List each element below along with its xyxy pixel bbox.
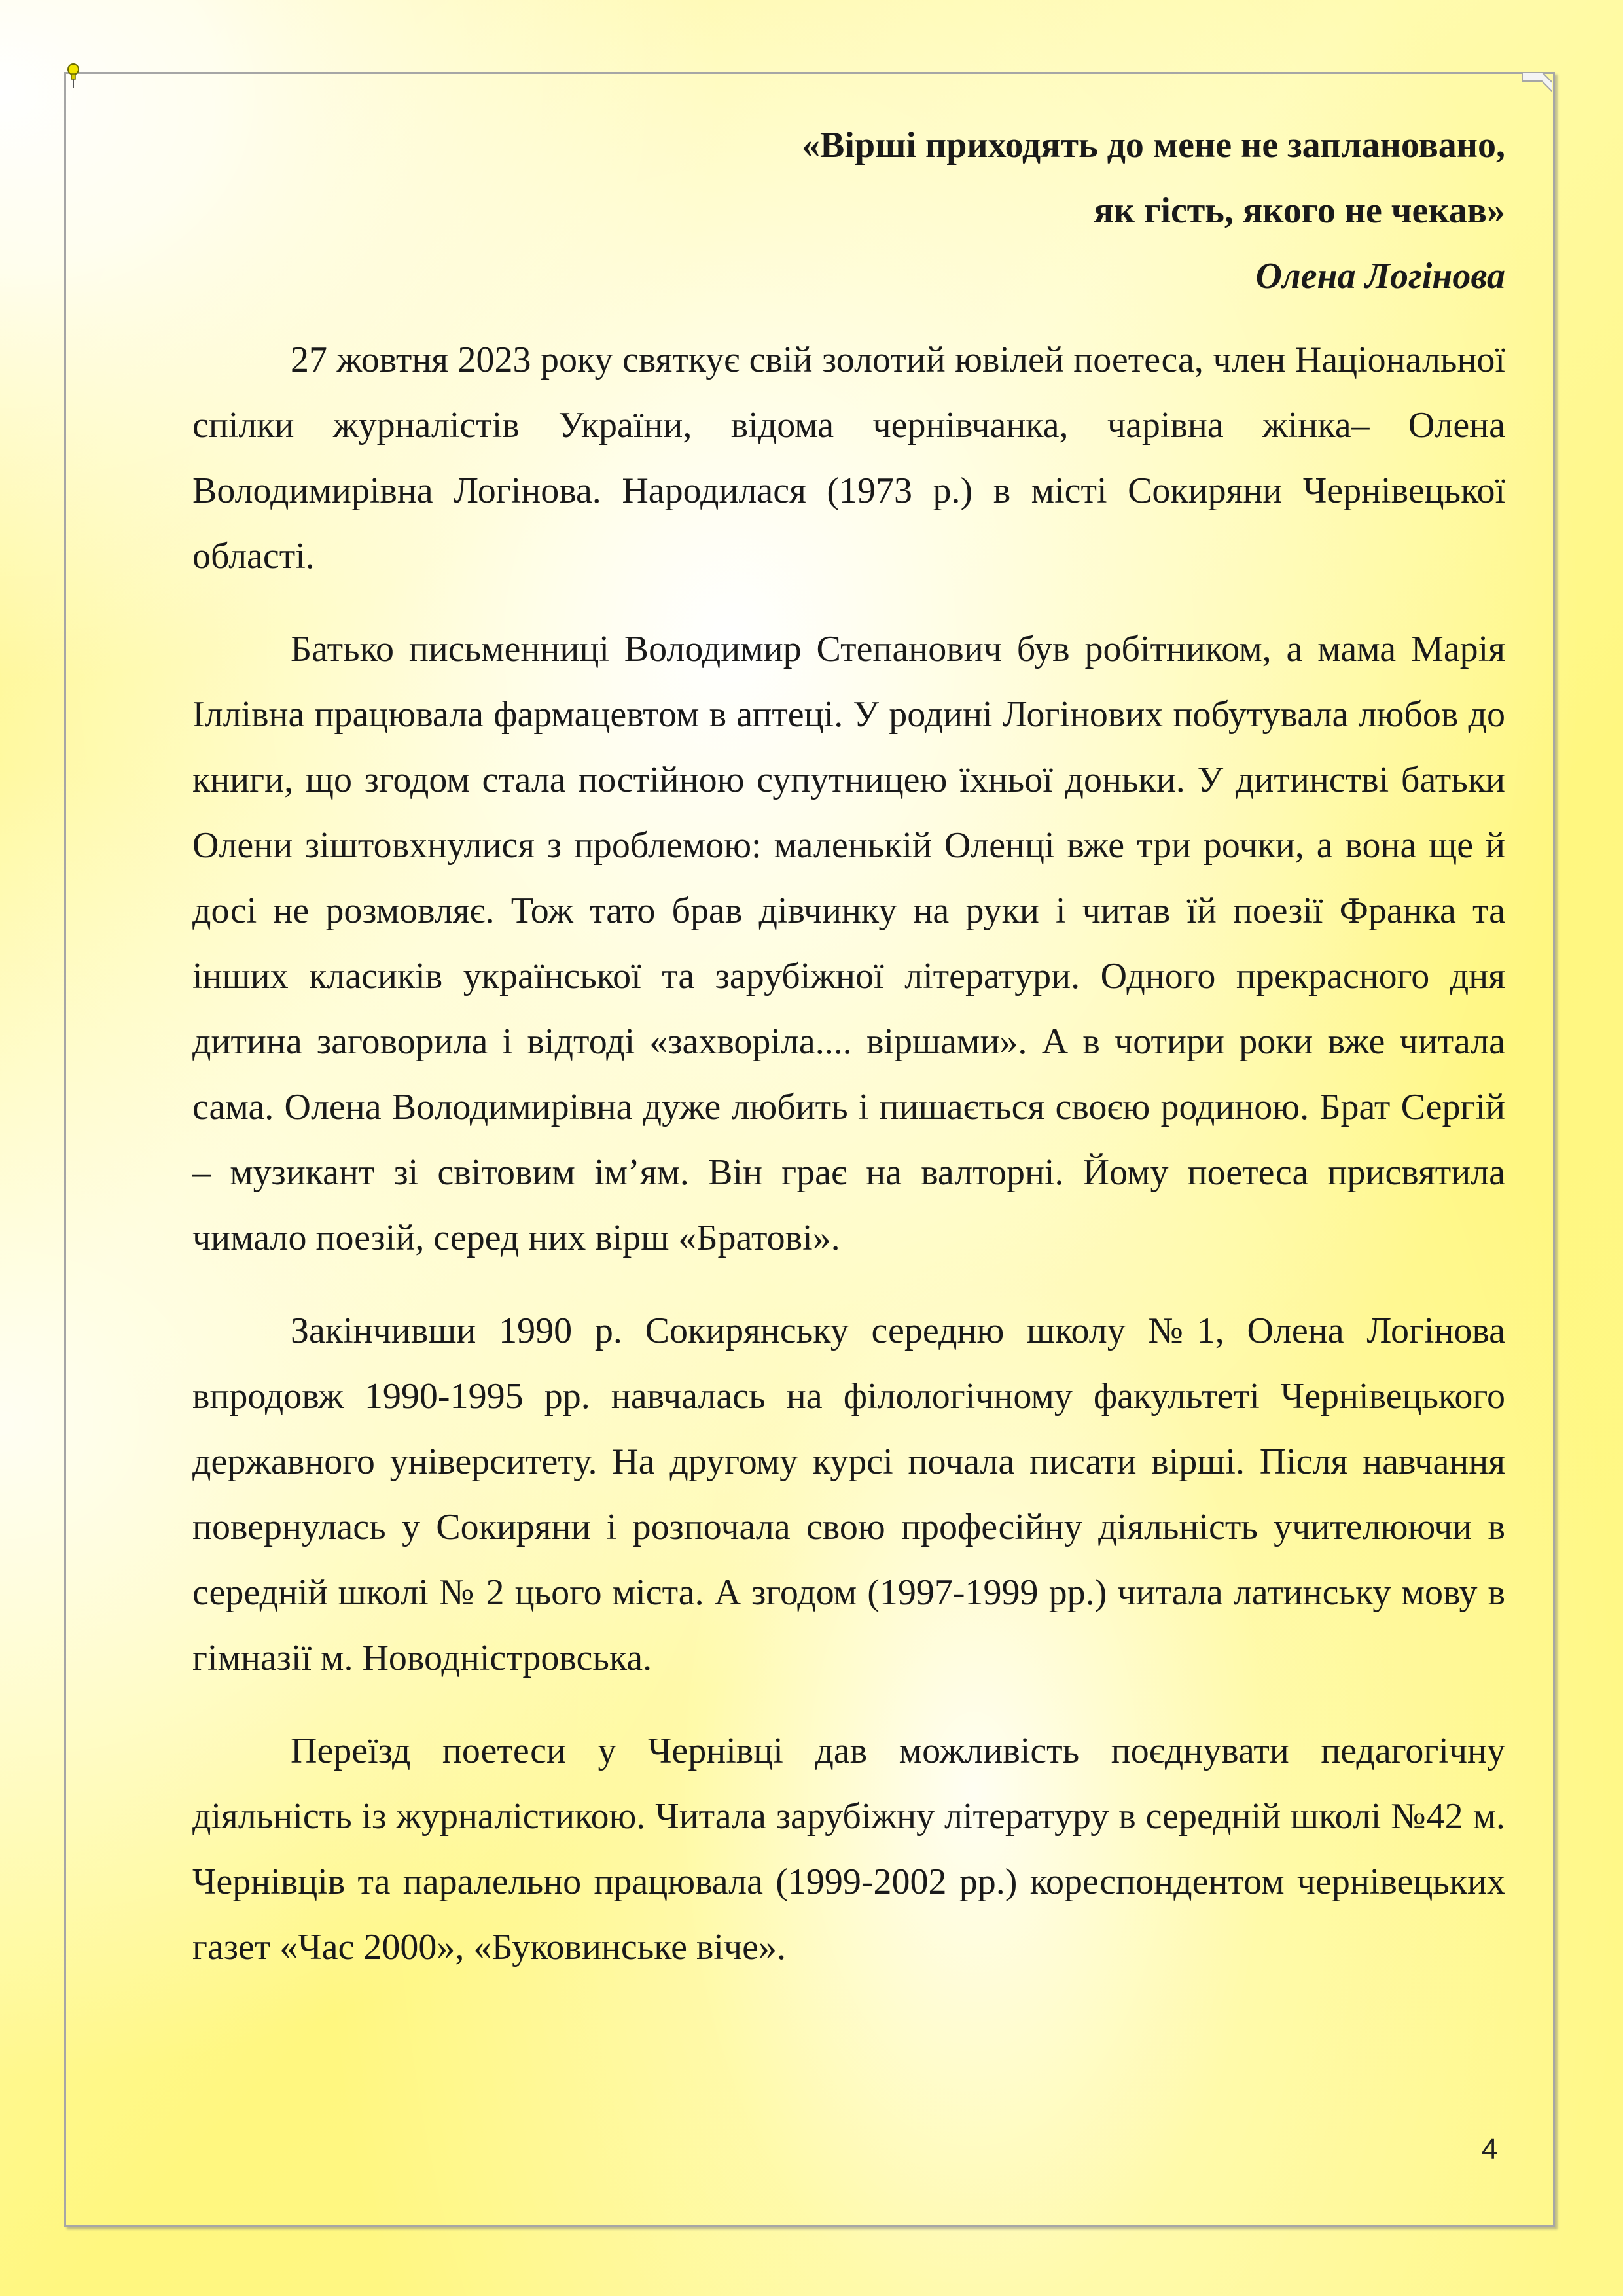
epigraph-line: «Вірші приходять до мене не заплановано, (802, 125, 1505, 166)
epigraph (192, 113, 1505, 309)
epigraph-line: як гість, якого не чекав» (1094, 190, 1505, 231)
page-fold-corner (1522, 72, 1552, 92)
epigraph-author: Олена Логінова (1255, 256, 1505, 296)
paragraph: Батько письменниці Володимир Степанович був робітником, а мама Марія Іллівна працювала фармацевтом в аптеці. У родині Логінових побутувала любов до книги, що згодом стала постійною супутницею їхньої доньки. У дитинстві батьки Олени зіштовхнулися з проблемою: маленькій Оленці вже три рочки, а вона ще й досі не розмовляє. Тож тато брав дівчинку на руки і читав їй поезії Франка та інших класиків української та зарубіжної літератури. Одного прекрасного дня дитина заговорила і відтоді «захворіла.... віршами». А в чотири роки вже читала сама. Олена Володимирівна дуже любить і пишається своєю родиною. Брат Сергій – музикант зі світовим ім’ям. Він грає на валторні. Йому поетеса присвятила чимало поезій, серед них вірш «Братові». (192, 629, 1505, 1258)
paragraph: Переїзд поетеси у Чернівці дав можливість поєднувати педагогічну діяльність із журналістикою. Читала зарубіжну літературу в середній школі №42 м. Чернівців та паралельно працювала (1999-2002 рр.) кореспондентом чернівецьких газет «Час 2000», «Буковинське віче». (192, 1731, 1505, 1968)
document-body (192, 113, 1505, 1980)
pushpin-icon (65, 63, 81, 89)
paragraph: 27 жовтня 2023 року святкує свій золотий ювілей поетеса, член Національної спілки журналістів України, відома чернівчанка, чарівна жінка– Олена Володимирівна Логінова. Народилася (1973 р.) в місті Сокиряни Чернівецької області. (192, 340, 1505, 576)
paragraph: Закінчивши 1990 р. Сокирянську середню школу №1, Олена Логінова впродовж 1990-1995 рр. навчалась на філологічному факультеті Чернівецького державного університету. На другому курсі почала писати вірші. Після навчання повернулась у Сокиряни і розпочала свою професійну діяльність учителюючи в середній школі № 2 цього міста. А згодом (1997-1999 рр.) читала латинську мову в гімназії м. Новодністровська. (192, 1311, 1505, 1678)
page-number: 4 (1482, 2133, 1498, 2165)
